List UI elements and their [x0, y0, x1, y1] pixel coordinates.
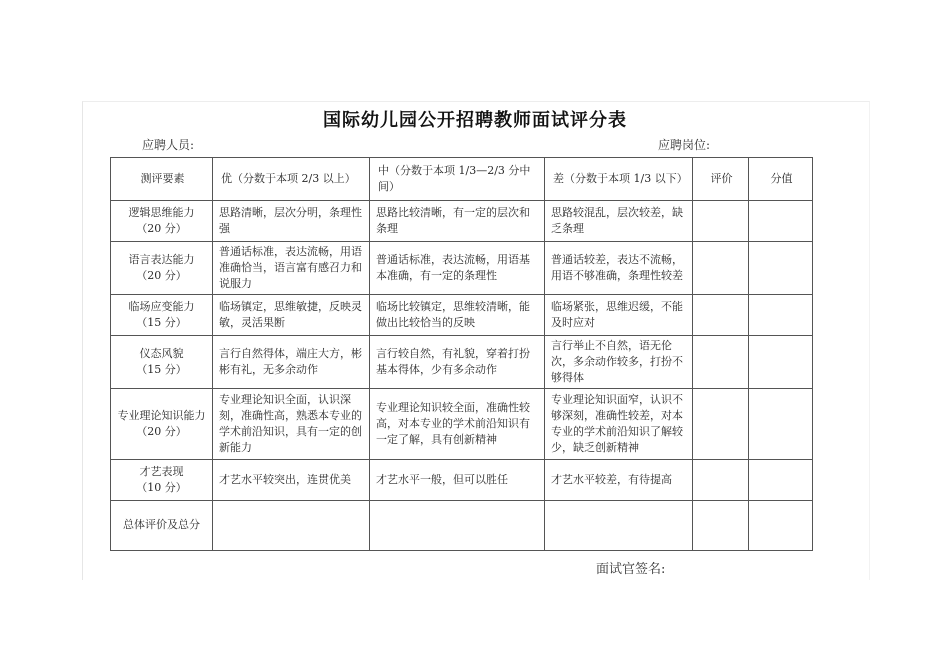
criteria-poor: 专业理论知识面窄，认识不够深刻，准确性较差，对本专业的学术前沿知识了解较少，缺乏创新精神 [545, 388, 693, 459]
score-cell[interactable] [749, 294, 813, 335]
criteria-poor: 临场紧张，思维迟缓，不能及时应对 [545, 294, 693, 335]
score-cell[interactable] [749, 459, 813, 500]
table-row [111, 459, 813, 500]
score-cell[interactable] [749, 201, 813, 242]
total-comment-cell[interactable] [545, 500, 693, 550]
table-header-row [111, 158, 813, 201]
criteria-medium: 普通话标准，表达流畅，用语基本准确，有一定的条理性 [370, 242, 545, 295]
criteria-excellent: 言行自然得体，端庄大方，彬彬有礼，无多余动作 [213, 335, 370, 388]
criteria-medium: 言行较自然，有礼貌，穿着打扮基本得体，少有多余动作 [370, 335, 545, 388]
evaluation-cell[interactable] [693, 201, 749, 242]
header-evaluation: 评价 [693, 158, 749, 201]
criteria-excellent: 才艺水平较突出，连贯优美 [213, 459, 370, 500]
header-factor: 测评要素 [111, 158, 213, 201]
score-cell[interactable] [749, 335, 813, 388]
factor-name: 专业理论知识能力 [117, 408, 206, 422]
criteria-excellent: 临场镇定，思维敏捷，反映灵敏，灵活果断 [213, 294, 370, 335]
factor-name: 语言表达能力 [128, 252, 195, 266]
table-row [111, 242, 813, 295]
header-score: 分值 [749, 158, 813, 201]
evaluation-cell[interactable] [693, 294, 749, 335]
total-evaluation-cell[interactable] [693, 500, 749, 550]
criteria-poor: 言行举止不自然，语无伦次，多余动作较多，打扮不够得体 [545, 335, 693, 388]
criteria-excellent: 思路清晰，层次分明，条理性强 [213, 201, 370, 242]
criteria-medium: 思路比较清晰，有一定的层次和条理 [370, 201, 545, 242]
interviewer-signature-label: 面试官签名: [596, 562, 666, 577]
evaluation-cell[interactable] [693, 459, 749, 500]
criteria-excellent: 专业理论知识全面，认识深刻，准确性高，熟悉本专业的学术前沿知识，具有一定的创新能力 [213, 388, 370, 459]
page-title: 国际幼儿园公开招聘教师面试评分表 [323, 110, 627, 131]
header-poor: 差（分数于本项 1/3 以下） [545, 158, 693, 201]
evaluation-cell[interactable] [693, 242, 749, 295]
criteria-excellent: 普通话标准，表达流畅，用语准确恰当，语言富有感召力和说服力 [213, 242, 370, 295]
factor-cell [111, 388, 213, 459]
table-row-total [111, 500, 813, 550]
factor-cell [111, 335, 213, 388]
criteria-poor: 思路较混乱，层次较差，缺乏条理 [545, 201, 693, 242]
factor-cell [111, 459, 213, 500]
total-label: 总体评价及总分 [111, 500, 213, 550]
criteria-medium: 临场比较镇定，思维较清晰，能做出比较恰当的反映 [370, 294, 545, 335]
factor-cell [111, 201, 213, 242]
criteria-medium: 才艺水平一般，但可以胜任 [370, 459, 545, 500]
score-cell[interactable] [749, 242, 813, 295]
position-label: 应聘岗位: [658, 138, 711, 152]
total-comment-cell[interactable] [370, 500, 545, 550]
factor-name: 仪态风貌 [139, 346, 184, 360]
factor-points: （20 分） [136, 222, 187, 235]
criteria-poor: 才艺水平较差，有待提高 [545, 459, 693, 500]
table-row [111, 388, 813, 459]
total-comment-cell[interactable] [213, 500, 370, 550]
criteria-medium: 专业理论知识较全面，准确性较高，对本专业的学术前沿知识有一定了解，具有创新精神 [370, 388, 545, 459]
factor-name: 临场应变能力 [128, 299, 195, 313]
factor-name: 逻辑思维能力 [128, 206, 195, 220]
factor-points: （15 分） [136, 315, 187, 329]
table-row [111, 201, 813, 242]
factor-cell [111, 242, 213, 295]
total-score-cell[interactable] [749, 500, 813, 550]
evaluation-cell[interactable] [693, 335, 749, 388]
factor-name: 才艺表现 [139, 464, 184, 478]
applicant-label: 应聘人员: [142, 138, 195, 152]
factor-points: （20 分） [136, 268, 187, 282]
header-excellent: 优（分数于本项 2/3 以上） [213, 158, 370, 201]
factor-points: （15 分） [136, 362, 187, 376]
evaluation-cell[interactable] [693, 388, 749, 459]
factor-points: （20 分） [136, 424, 187, 438]
criteria-poor: 普通话较差，表达不流畅，用语不够准确，条理性较差 [545, 242, 693, 295]
table-row [111, 335, 813, 388]
header-medium: 中（分数于本项 1/3—2/3 分中间） [370, 158, 545, 201]
score-cell[interactable] [749, 388, 813, 459]
table-row [111, 294, 813, 335]
scoring-table [110, 157, 813, 551]
factor-cell [111, 294, 213, 335]
factor-points: （10 分） [136, 480, 187, 494]
